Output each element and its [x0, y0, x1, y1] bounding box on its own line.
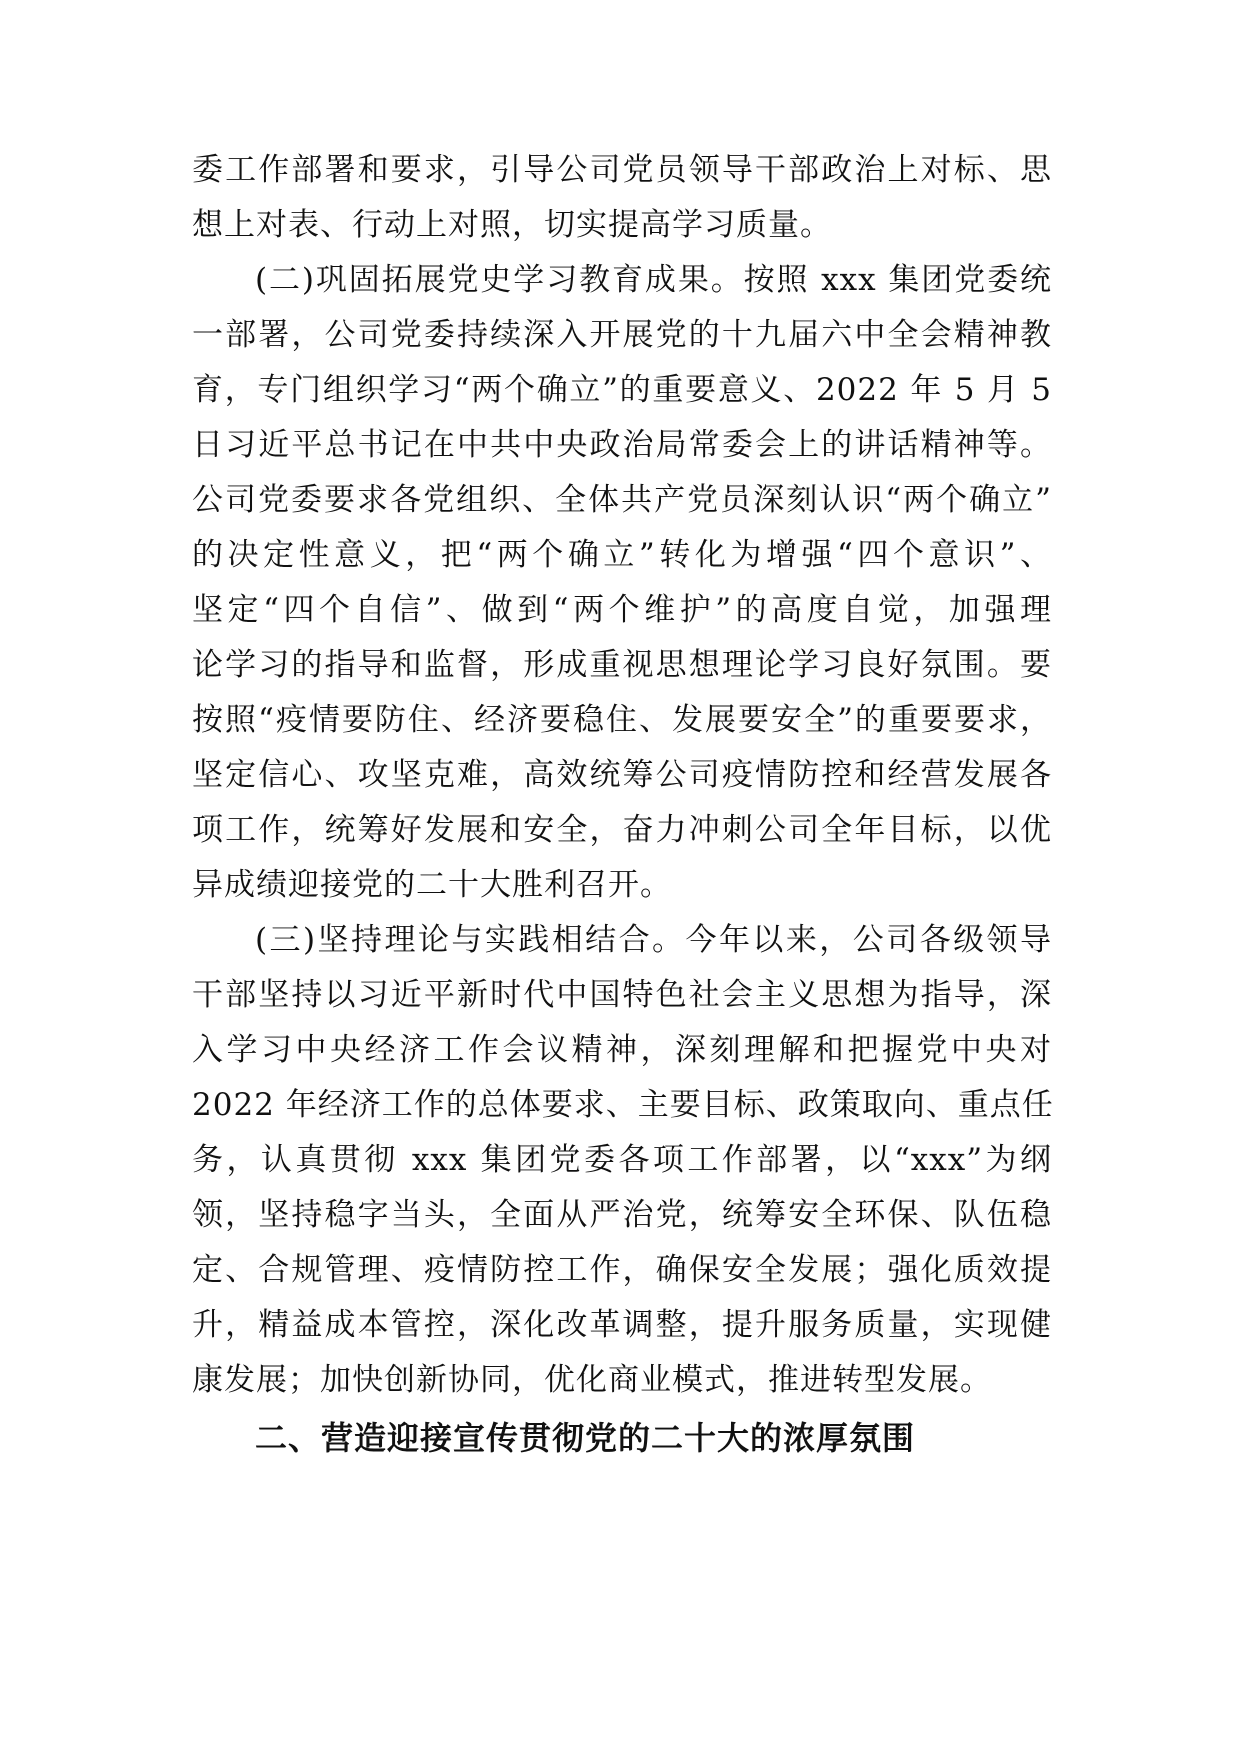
text-line: 坚定信心、攻坚克难，高效统筹公司疫情防控和经营发展各	[192, 757, 1052, 793]
text-line: 2022 年经济工作的总体要求、主要目标、政策取向、重点任	[192, 1087, 1054, 1123]
text-line: 论学习的指导和监督，形成重视思想理论学习良好氛围。要	[192, 647, 1052, 683]
text-line: 育，专门组织学习“两个确立”的重要意义、2022 年 5 月 5	[192, 372, 1052, 408]
text-line: 干部坚持以习近平新时代中国特色社会主义思想为指导，深	[192, 977, 1052, 1013]
text-line: 公司党委要求各党组织、全体共产党员深刻认识“两个确立”	[192, 482, 1052, 518]
text-line: 定、合规管理、疫情防控工作，确保安全发展；强化质效提	[192, 1252, 1052, 1288]
text-line: 日习近平总书记在中共中央政治局常委会上的讲话精神等。	[192, 427, 1052, 463]
text-line: 项工作，统筹好发展和安全，奋力冲刺公司全年目标，以优	[192, 812, 1052, 848]
text-line: 一部署，公司党委持续深入开展党的十九届六中全会精神教	[192, 317, 1052, 353]
text-line: 入学习中央经济工作会议精神，深刻理解和把握党中央对	[192, 1032, 1052, 1068]
paragraph-start-line: (二)巩固拓展党史学习教育成果。按照 xxx 集团党委统	[255, 262, 1052, 298]
text-line: 坚定“四个自信”、做到“两个维护”的高度自觉，加强理	[192, 592, 1052, 628]
section-heading: 二、营造迎接宣传贯彻党的二十大的浓厚氛围	[255, 1419, 916, 1457]
text-line: 按照“疫情要防住、经济要稳住、发展要安全”的重要要求，	[192, 702, 1052, 738]
text-line: 想上对表、行动上对照，切实提高学习质量。	[192, 207, 832, 243]
text-line: 的决定性意义，把“两个确立”转化为增强“四个意识”、	[192, 537, 1052, 573]
text-line: 领，坚持稳字当头，全面从严治党，统筹安全环保、队伍稳	[192, 1197, 1052, 1233]
text-line: 务，认真贯彻 xxx 集团党委各项工作部署，以“xxx”为纲	[192, 1142, 1052, 1178]
paragraph-start-line: (三)坚持理论与实践相结合。今年以来，公司各级领导	[255, 922, 1052, 958]
text-line: 异成绩迎接党的二十大胜利召开。	[192, 867, 672, 903]
text-line: 委工作部署和要求，引导公司党员领导干部政治上对标、思	[192, 152, 1052, 188]
text-line: 升，精益成本管控，深化改革调整，提升服务质量，实现健	[192, 1307, 1052, 1343]
text-line: 康发展；加快创新协同，优化商业模式，推进转型发展。	[192, 1362, 992, 1398]
